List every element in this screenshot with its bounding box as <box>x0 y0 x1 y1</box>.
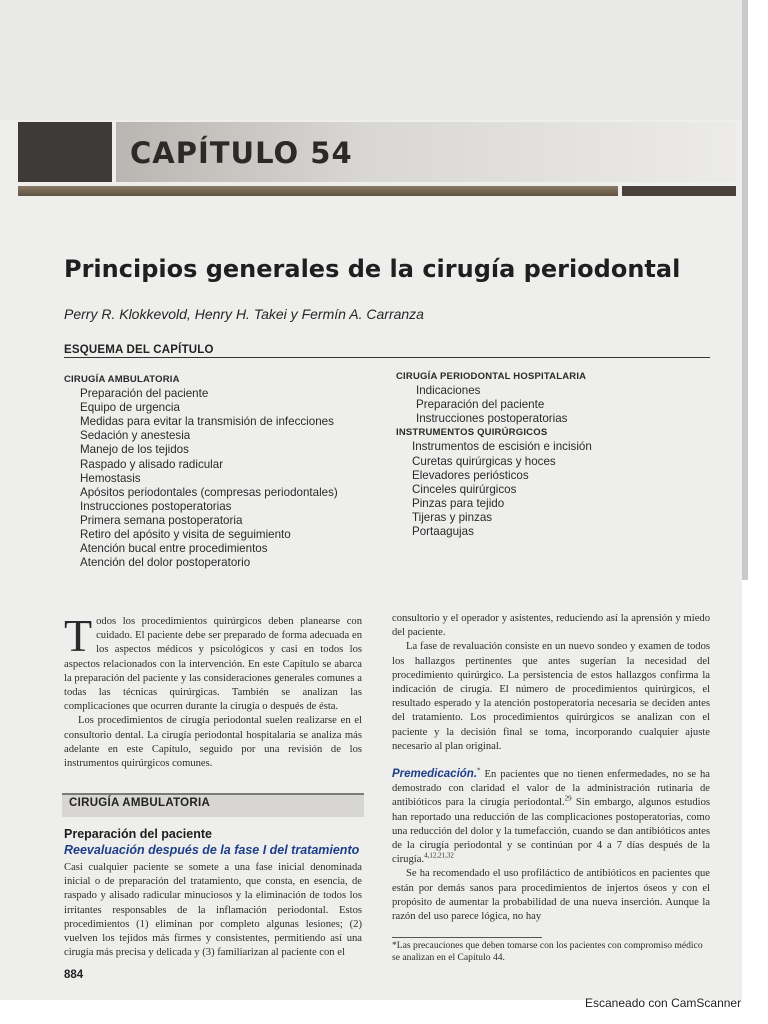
outline-item: Instrucciones postoperatorias <box>416 412 568 426</box>
reevaluation-text <box>64 861 362 960</box>
antibiotics-paragraph: Se ha recomendado el uso profiláctico de antibióticos en pacientes que están por demás sanos para procedimientos de injertos óseos y con el propósito de aumentar la probabilidad de una nueva inserción. Aunque la razón del uso parece lógica, no hay <box>392 868 710 923</box>
premedication-paragraph <box>392 767 710 867</box>
outline-item: Sedación y anestesia <box>80 429 191 443</box>
outline-item: Portaagujas <box>412 525 474 539</box>
chapter-label: CAPÍTULO 54 <box>130 136 353 170</box>
reevaluation-paragraph: Casi cualquier paciente se somete a una fase inicial denominada inicial o de preparación del tratamiento, que consta, en esencia, de raspado y alisado radicular minuciosos y la eliminación de todos los irritantes responsables de la inflamación periodontal. Estos procedimientos (1) eliminan por completo algunas lesiones; (2) vuelven los tejidos más firmes y consistentes, permitiendo así una cirugía más precisa y delicada y (3) familiarizan al paciente con el <box>64 862 362 959</box>
outline-right-column <box>396 370 592 539</box>
outline-item: Preparación del paciente <box>416 398 545 412</box>
outline-title: ESQUEMA DEL CAPÍTULO <box>64 344 214 356</box>
outline-item: Hemostasis <box>80 471 141 485</box>
footnote-marker: * <box>477 766 481 775</box>
outline-item: Indicaciones <box>416 384 481 398</box>
page-number: 884 <box>64 969 84 981</box>
chapter-banner-rule <box>18 186 618 196</box>
outline-item: Apósitos periodontales (compresas periodontales) <box>80 485 338 499</box>
outline-item: Instrumentos de escisión e incisión <box>412 440 592 454</box>
outline-item: Elevadores periósticos <box>412 468 529 482</box>
scanner-watermark: Escaneado con CamScanner <box>585 996 742 1010</box>
drop-cap: T <box>64 610 93 661</box>
outline-divider <box>64 357 710 358</box>
outline-item: Instrucciones postoperatorias <box>80 499 232 513</box>
premedication-text-2: Sin embargo, algunos estudios han reportado una reducción de las complicaciones postoperatorias, como una reducción del dolor y la tumefacción, cuando se dan antibióticos antes de la cirugía periodontal y se continúan por 4 a 7 días después de la cirugía. <box>392 797 710 866</box>
outline-item: Medidas para evitar la transmisión de infecciones <box>80 415 334 429</box>
outline-item: Atención bucal entre procedimientos <box>80 542 268 556</box>
subsubsection-heading: Reevaluación después de la fase I del tratamiento <box>64 843 360 857</box>
intro-text <box>64 610 362 771</box>
page-edge-shadow <box>742 0 748 580</box>
citation: 29 <box>564 794 572 803</box>
premedication-text-1: En pacientes que no tienen enfermedades, no se ha demostrado con claridad el valor de la administración rutinaria de antibióticos para la cirugía periodontal. <box>392 769 710 809</box>
intro-paragraph <box>64 610 362 714</box>
revaluation-paragraph: La fase de revaluación consiste en un nuevo sondeo y examen de todos los hallazgos pertinentes que antes sugerían la necesidad del procedimiento quirúrgico. La persistencia de estos hallazgos confirma la indicación de cirugía. El número de procedimientos quirúrgicos, el resultado esperado y la atención postoperatoria necesaria se deciden antes del tratamiento. Los procedimientos quirúrgicos se analizan con el paciente y la decisión final se toma, incorporando cualquier ajuste necesario al plan original. <box>392 641 710 752</box>
outline-section-heading: CIRUGÍA AMBULATORIA <box>64 374 180 385</box>
outline-section-heading: INSTRUMENTOS QUIRÚRGICOS <box>396 427 548 439</box>
outline-item: Retiro del apósito y visita de seguimiento <box>80 528 291 542</box>
section-header: CIRUGÍA AMBULATORIA <box>69 797 211 809</box>
subsection-heading: Preparación del paciente <box>64 827 212 841</box>
outline-left-column <box>64 373 338 570</box>
intro-paragraph-2: Los procedimientos de cirugía periodontal suelen realizarse en el consultorio dental. La cirugía periodontal hospitalaria se analiza más adelante en este Capítulo, seguido por una revisión de los instrumentos quirúrgicos comunes. <box>64 715 362 770</box>
citation: 4,12,21,32 <box>424 851 454 860</box>
outline-item: Atención del dolor postoperatorio <box>80 556 251 570</box>
chapter-title: Principios generales de la cirugía periodontal <box>64 255 681 283</box>
outline-item: Raspado y alisado radicular <box>80 457 224 471</box>
outline-item: Manejo de los tejidos <box>80 443 189 457</box>
outline-item: Primera semana postoperatoria <box>80 513 243 527</box>
continuation-paragraph: consultorio y el operador y asistentes, reduciendo así la aprensión y miedo del paciente. <box>392 613 710 639</box>
outline-item: Tijeras y pinzas <box>412 510 493 524</box>
outline-item: Preparación del paciente <box>80 387 209 401</box>
page-top-margin <box>0 0 742 120</box>
intro-paragraph-text: odos los procedimientos quirúrgicos deben planearse con cuidado. El paciente debe ser preparado de forma adecuada en los aspectos médicos y psicológicos y casi en todos los aspectos relacionados con la intervención. En este Capítulo se abarca la preparación del paciente y las consideraciones generales comunes a todas las técnicas quirúrgicas. También se analizan las complicaciones que ocurren durante la cirugía o después de ésta. <box>64 616 362 713</box>
premedication-text <box>392 767 710 924</box>
outline-section-heading: CIRUGÍA PERIODONTAL HOSPITALARIA <box>396 371 587 382</box>
outline-item: Equipo de urgencia <box>80 401 180 415</box>
chapter-banner-block <box>18 122 112 182</box>
chapter-banner-rule-end <box>622 186 736 196</box>
right-column-text <box>392 612 710 754</box>
outline-item: Curetas quirúrgicas y hoces <box>412 454 556 468</box>
premedication-lead: Premedicación. <box>392 768 478 780</box>
chapter-authors: Perry R. Klokkevold, Henry H. Takei y Fermín A. Carranza <box>64 306 424 322</box>
footnote-divider <box>392 937 542 938</box>
outline-item: Pinzas para tejido <box>412 496 505 510</box>
footnote: *Las precauciones que deben tomarse con los pacientes con compromiso médico se analizan en el Capítulo 44. <box>392 940 703 963</box>
outline-item: Cinceles quirúrgicos <box>412 482 517 496</box>
